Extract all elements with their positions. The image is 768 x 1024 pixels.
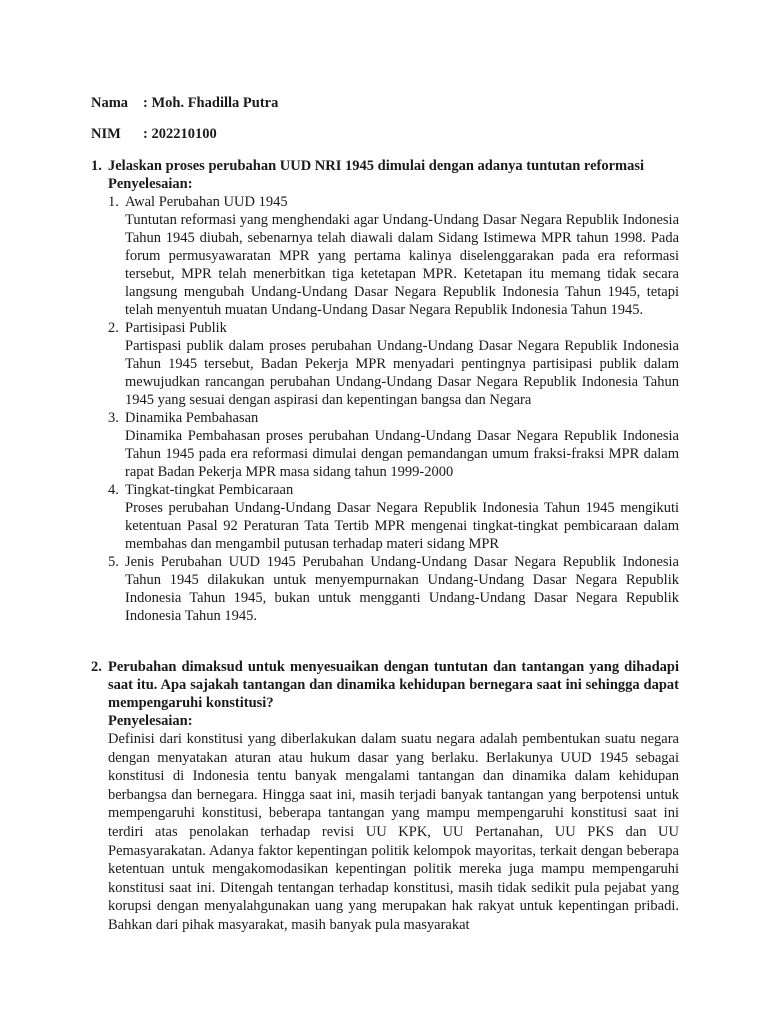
question-1-text: Jelaskan proses perubahan UUD NRI 1945 dimulai dengan adanya tuntutan reformasi xyxy=(108,158,645,174)
question-2-answer: Definisi dari konstitusi yang diberlakukan dalam suatu negara adalah pembentukan suatu negara dengan menyatakan aturan atau hukum dasar yang berlaku. Berlakunya UUD 1945 sebagai konstitusi di Indonesia tentu banyak mengalami tantangan dan dinamika dalam kehidupan berbangsa dan bernegara. Hingga saat ini, masih terjadi banyak tantangan yang berpotensi untuk mempengaruhi konstitusi, beberapa tantangan yang mampu mempengaruhi konstitusi saat ini terdiri atas penolakan terhadap revisi UU KPK, UU Pertanahan, UU PKS dan UU Pemasyarakatan. Adanya faktor kepentingan politik kelompok mayoritas, terkait dengan beberapa ketentuan untuk mengakomodasikan kepentingan politik mereka juga mampu mempengaruhi konstitusi saat ini. Ditengah tentangan terhadap konstitusi, masih tidak sedikit pula pejabat yang korupsi dengan menyalahgunakan uang yang merupakan hak rakyat untuk kepentingan pribadi. Bahkan dari pihak masyarakat, masih banyak pula masyarakat xyxy=(108,731,679,933)
nim-label: NIM xyxy=(91,126,121,142)
question-1-number: 1. xyxy=(91,158,102,174)
question-1-title xyxy=(91,157,679,175)
name-line xyxy=(91,94,278,112)
nim-value: : 202210100 xyxy=(143,126,217,142)
list-item: 5. Jenis Perubahan UUD 1945 Perubahan Undang-Undang Dasar Negara Republik Indonesia Tahun 1945 dilakukan untuk menyempurnakan Undang-Undang Dasar Negara Republik Indonesia Tahun 1945, bukan untuk mengganti Undang-Undang Dasar Negara Republik Indonesia Tahun 1945. xyxy=(108,554,679,624)
item-text: Jenis Perubahan UUD 1945 Perubahan Undang-Undang Dasar Negara Republik Indonesia Tahun 1945 dilakukan untuk menyempurnakan Undang-Undang Dasar Negara Republik Indonesia Tahun 1945, bukan untuk mengganti Undang-Undang Dasar Negara Republik Indonesia Tahun 1945. xyxy=(125,554,679,624)
question-2-text: Perubahan dimaksud untuk menyesuaikan dengan tuntutan dan tantangan yang dihadapi saat itu. Apa sajakah tantangan dan dinamika kehidupan bernegara saat ini sehingga dapat mempengaruhi konstitusi? xyxy=(108,659,679,711)
question-2-solution-label: Penyelesaian: xyxy=(108,713,193,729)
name-label: Nama xyxy=(91,95,129,111)
question-1-solution-label: Penyelesaian: xyxy=(108,176,193,192)
item-title: Partisipasi Publik xyxy=(125,320,227,336)
item-text: Partispasi publik dalam proses perubahan Undang-Undang Dasar Negara Republik Indonesia Tahun 1945 tersebut, Badan Pekerja MPR menyadari pentingnya partisipasi publik dalam mewujudkan rancangan perubahan Undang-Undang Dasar Negara Republik Indonesia Tahun 1945 yang sesuai dengan aspirasi dan kepentingan bangsa dan Negara xyxy=(125,338,679,408)
list-item: 4. Tingkat-tingkat Pembicaraan Proses perubahan Undang-Undang Dasar Negara Republik Indonesia Tahun 1945 mengikuti ketentuan Pasal 92 Peraturan Tata Tertib MPR mengenai tingkat-tingkat pembicaraan dalam membahas dan mengambil putusan terhadap materi sidang MPR xyxy=(108,482,679,552)
question-1-answer-list xyxy=(108,193,679,625)
item-text: Dinamika Pembahasan proses perubahan Undang-Undang Dasar Negara Republik Indonesia Tahun 1945 pada era reformasi dimulai dengan pemandangan umum fraksi-fraksi MPR dalam rapat Badan Pekerja MPR masa sidang tahun 1999-2000 xyxy=(125,428,679,480)
question-2-title xyxy=(91,658,679,712)
name-value: : Moh. Fhadilla Putra xyxy=(143,95,279,111)
list-item: 3. Dinamika Pembahasan Dinamika Pembahasan proses perubahan Undang-Undang Dasar Negara Republik Indonesia Tahun 1945 pada era reformasi dimulai dengan pemandangan umum fraksi-fraksi MPR dalam rapat Badan Pekerja MPR masa sidang tahun 1999-2000 xyxy=(108,410,679,480)
list-item: 1. Awal Perubahan UUD 1945 Tuntutan reformasi yang menghendaki agar Undang-Undang Dasar Negara Republik Indonesia Tahun 1945 diubah, sebenarnya telah diawali dalam Sidang Istimewa MPR tahun 1998. Pada forum permusyawaratan MPR yang pertama kalinya diselenggarakan pada era reformasi tersebut, MPR telah menerbitkan tiga ketetapan MPR. Ketetapan itu memang tidak secara langsung mengubah Undang-Undang Dasar Negara Republik Indonesia Tahun 1945, tetapi telah menyentuh muatan Undang-Undang Dasar Negara Republik Indonesia Tahun 1945. xyxy=(108,194,679,318)
item-title: Tingkat-tingkat Pembicaraan xyxy=(125,482,294,498)
question-2 xyxy=(91,658,679,935)
question-1 xyxy=(91,157,679,625)
item-text: Tuntutan reformasi yang menghendaki agar Undang-Undang Dasar Negara Republik Indonesia Tahun 1945 diubah, sebenarnya telah diawali dalam Sidang Istimewa MPR tahun 1998. Pada forum permusyawaratan MPR yang pertama kalinya diselenggarakan pada era reformasi tersebut, MPR telah menerbitkan tiga ketetapan MPR. Ketetapan itu memang tidak secara langsung mengubah Undang-Undang Dasar Negara Republik Indonesia Tahun 1945, tetapi telah menyentuh muatan Undang-Undang Dasar Negara Republik Indonesia Tahun 1945. xyxy=(125,212,679,318)
question-2-number: 2. xyxy=(91,659,102,675)
list-item: 2. Partisipasi Publik Partispasi publik dalam proses perubahan Undang-Undang Dasar Negara Republik Indonesia Tahun 1945 tersebut, Badan Pekerja MPR menyadari pentingnya partisipasi publik dalam mewujudkan rancangan perubahan Undang-Undang Dasar Negara Republik Indonesia Tahun 1945 yang sesuai dengan aspirasi dan kepentingan bangsa dan Negara xyxy=(108,320,679,408)
item-title: Awal Perubahan UUD 1945 xyxy=(125,194,288,210)
item-text: Proses perubahan Undang-Undang Dasar Negara Republik Indonesia Tahun 1945 mengikuti ketentuan Pasal 92 Peraturan Tata Tertib MPR mengenai tingkat-tingkat pembicaraan dalam membahas dan mengambil putusan terhadap materi sidang MPR xyxy=(125,500,679,552)
item-title: Dinamika Pembahasan xyxy=(125,410,259,426)
nim-line xyxy=(91,125,217,143)
